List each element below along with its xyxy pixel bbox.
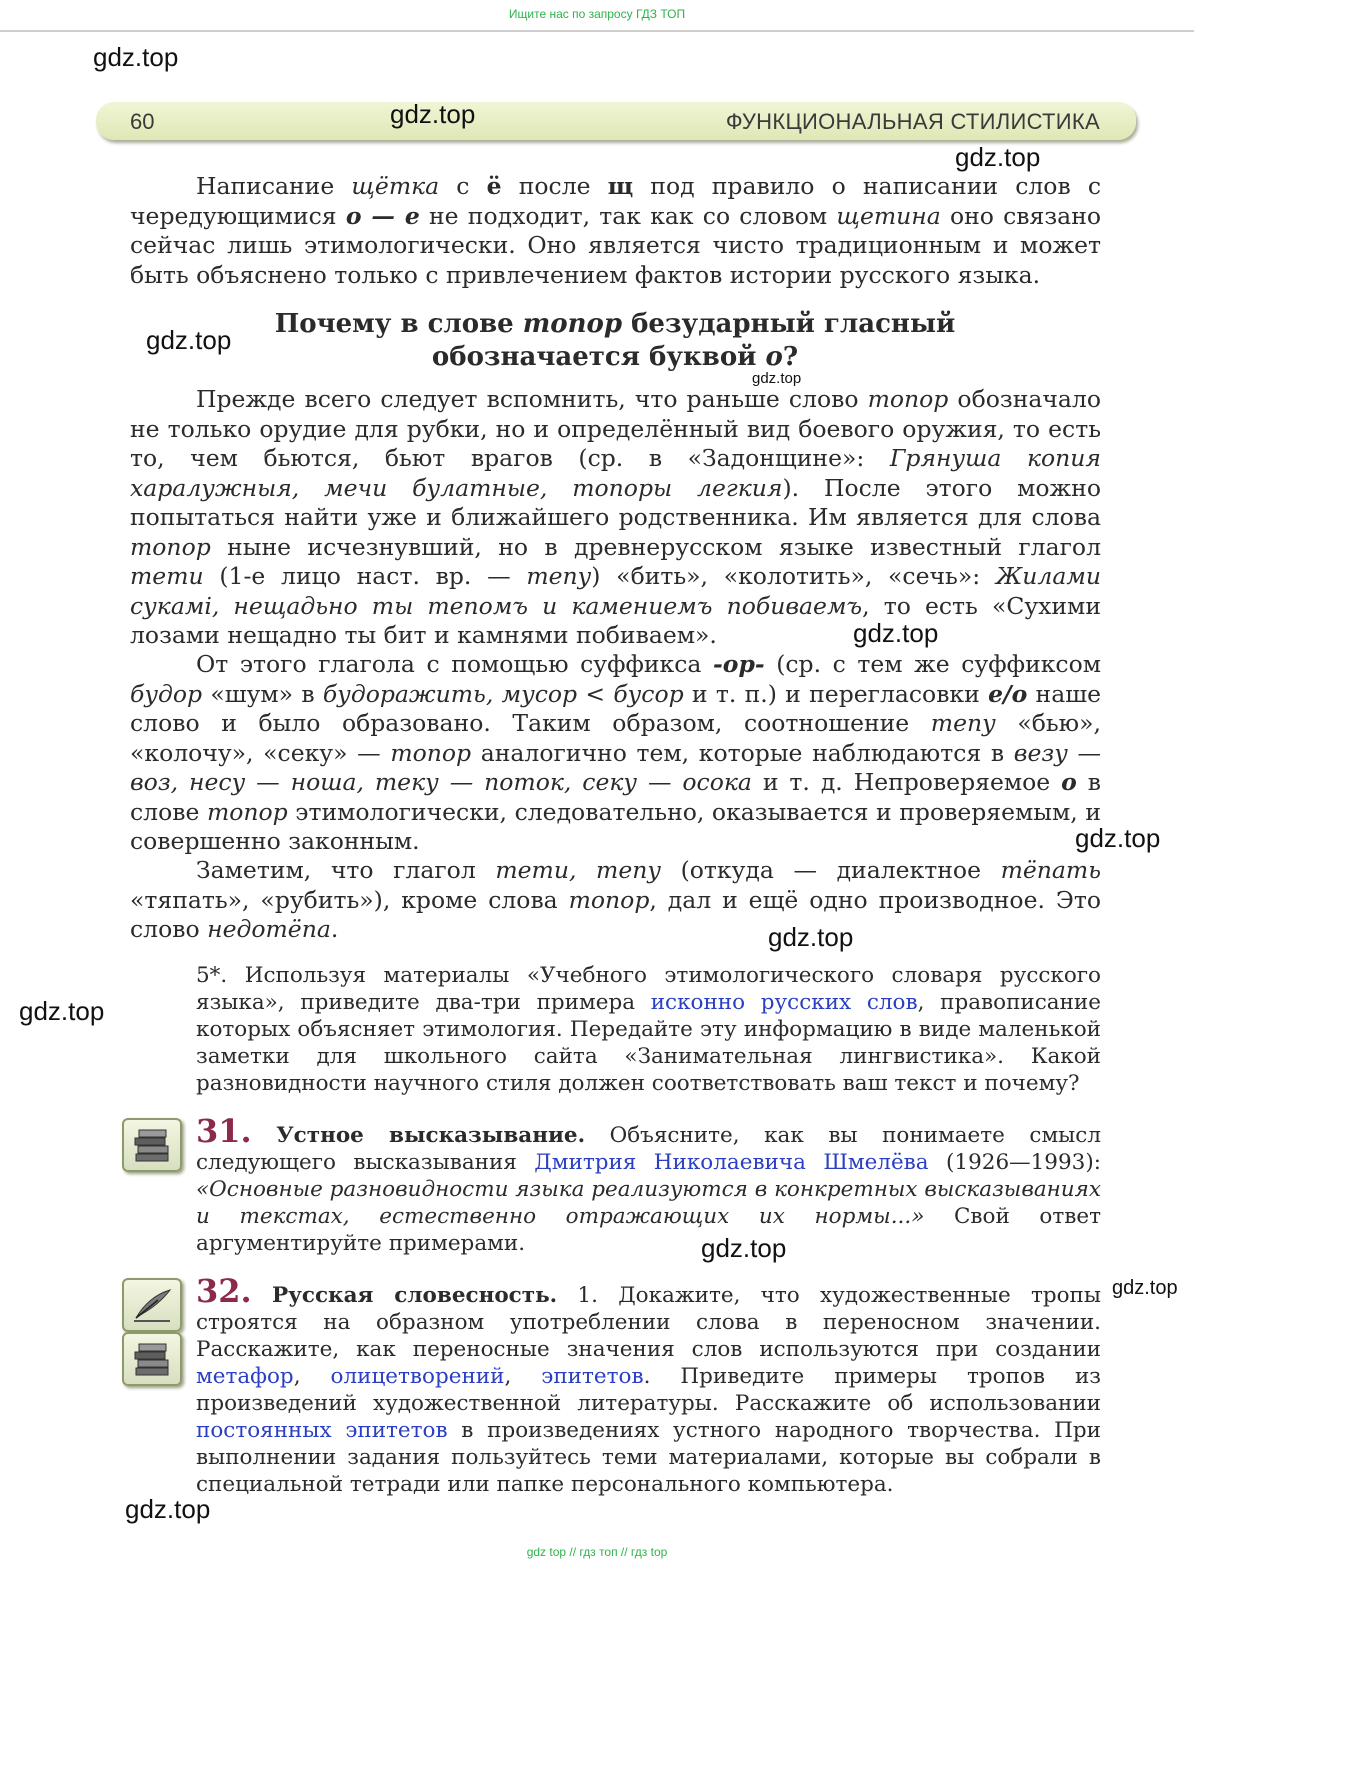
link-epitetov[interactable]: эпитетов: [541, 1364, 644, 1389]
top-banner: Ищите нас по запросу ГДЗ ТОП: [0, 0, 1194, 32]
watermark: gdz.top: [19, 996, 105, 1026]
watermark: gdz.top: [955, 142, 1041, 172]
watermark: gdz.top: [93, 42, 179, 72]
paragraph-nedotepa: Заметим, что глагол тети, тепу (откуда — диалектное тёпать «тяпать», «рубить»), кроме слова топор, дал и ещё одно производное. Это слово недотёпа.: [130, 856, 1101, 943]
paragraph-suffix: От этого глагола с помощью суффикса -ор- (ср. с тем же суффиксом будор «шум» в будоражить, мусор < бусор и т. п.) и перегласовки е/о наше слово и было образовано. Таким образом, соотношение тепу «бью», «колочу», «секу» — топор аналогично тем, которые наблюдаются в везу — воз, несу — ноша, теку — поток, секу — осока и т. д. Непроверяемое о в слове топор этимологически, следовательно, оказывается и проверяемым, и совершенно законным.: [130, 650, 1102, 855]
paragraph-schetka: Написание щётка с ё после щ под правило о написании слов с чередующимися о — е не подходит, так как со словом щетина оно связано сейчас лишь этимологически. Оно является чисто традиционным и может быть объяснено только с привлечением фактов истории русского языка.: [130, 172, 1102, 289]
watermark: gdz.top: [853, 618, 939, 648]
link-iskonno-russkie-slova[interactable]: исконно русских слов: [650, 990, 918, 1015]
watermark: gdz.top: [768, 922, 854, 952]
watermark: gdz.top: [752, 370, 802, 387]
task-number: 32.: [196, 1272, 252, 1310]
link-postoyannyh-epitetov[interactable]: постоянных эпитетов: [196, 1418, 448, 1443]
watermark: gdz.top: [125, 1494, 211, 1524]
watermark: gdz.top: [1075, 823, 1161, 853]
watermark: gdz.top: [390, 99, 476, 129]
page-number: 60: [130, 109, 155, 134]
link-shmelev[interactable]: Дмитрия Николаевича Шмелёва: [534, 1150, 929, 1175]
task-5: 5*. Используя материалы «Учебного этимологического словаря русского языка», приведите два-три примера исконно русских слов, правописание которых объясняет этимология. Передайте эту информацию в виде маленькой заметки для школьного сайта «Занимательная лингвистика». Какой разновидности научного стиля должен соответствовать ваш текст и почему?: [196, 963, 1101, 1096]
link-metafor[interactable]: метафор: [196, 1364, 294, 1389]
watermark: gdz.top: [701, 1233, 787, 1263]
page-header: [96, 102, 1136, 140]
section-title: ФУНКЦИОНАЛЬНАЯ СТИЛИСТИКА: [725, 109, 1100, 134]
task-32: 32. Русская словесность. 1. Докажите, что художественные тропы строятся на образном употреблении слова в переносном значении. Расскажите, как переносные значения слов используются при создании метафор, олицетворений, эпитетов. Приведите примеры тропов из произведений художественной литературы. Расскажите об использовании постоянных эпитетов в произведениях устного народного творчества. При выполнении задания пользуйтесь теми материалами, которые вы собрали в специальной тетради или папке персонального компьютера.: [196, 1272, 1102, 1497]
watermark: gdz.top: [1112, 1277, 1178, 1299]
paragraph-topor-origin: Прежде всего следует вспомнить, что раньше слово топор обозначало не только орудие для рубки, но и определённый вид боевого оружия, то есть то, чем бьются, бьют врагов (ср. в «Задонщине»: Грянуша копия харалужныя, мечи булатные, топоры легкия). После этого можно попытаться найти уже и ближайшего родственника. Им является для слова топор ныне исчезнувший, но в древнерусском языке известный глагол тети (1-е лицо наст. вр. — тепу) «бить», «колотить», «сечь»: Жилами сукамі, нещадьно ты тепомъ и камениемъ побиваемъ, то есть «Сухими лозами нещадно ты бит и камнями побиваем».: [130, 385, 1101, 649]
task-31: 31. Устное высказывание. Объясните, как вы понимаете смысл следующего высказывания Дмитрия Николаевича Шмелёва (1926—1993): «Основные разновидности языка реализуются в конкретных высказываниях и текстах, естественно отражающих их нормы...» Свой ответ аргументируйте примерами.: [196, 1112, 1102, 1256]
quill-icon: [122, 1278, 182, 1332]
task-number: 31.: [196, 1112, 252, 1150]
books-icon: [122, 1332, 182, 1386]
watermark: gdz.top: [146, 325, 232, 355]
footer-links: gdz top // гдз топ // гдз top: [526, 1545, 668, 1559]
article-heading: Почему в слове топор безударный гласный обозначается буквой о?: [274, 309, 956, 372]
link-olicetvoreniy[interactable]: олицетворений: [330, 1364, 505, 1389]
books-icon: [122, 1118, 182, 1172]
